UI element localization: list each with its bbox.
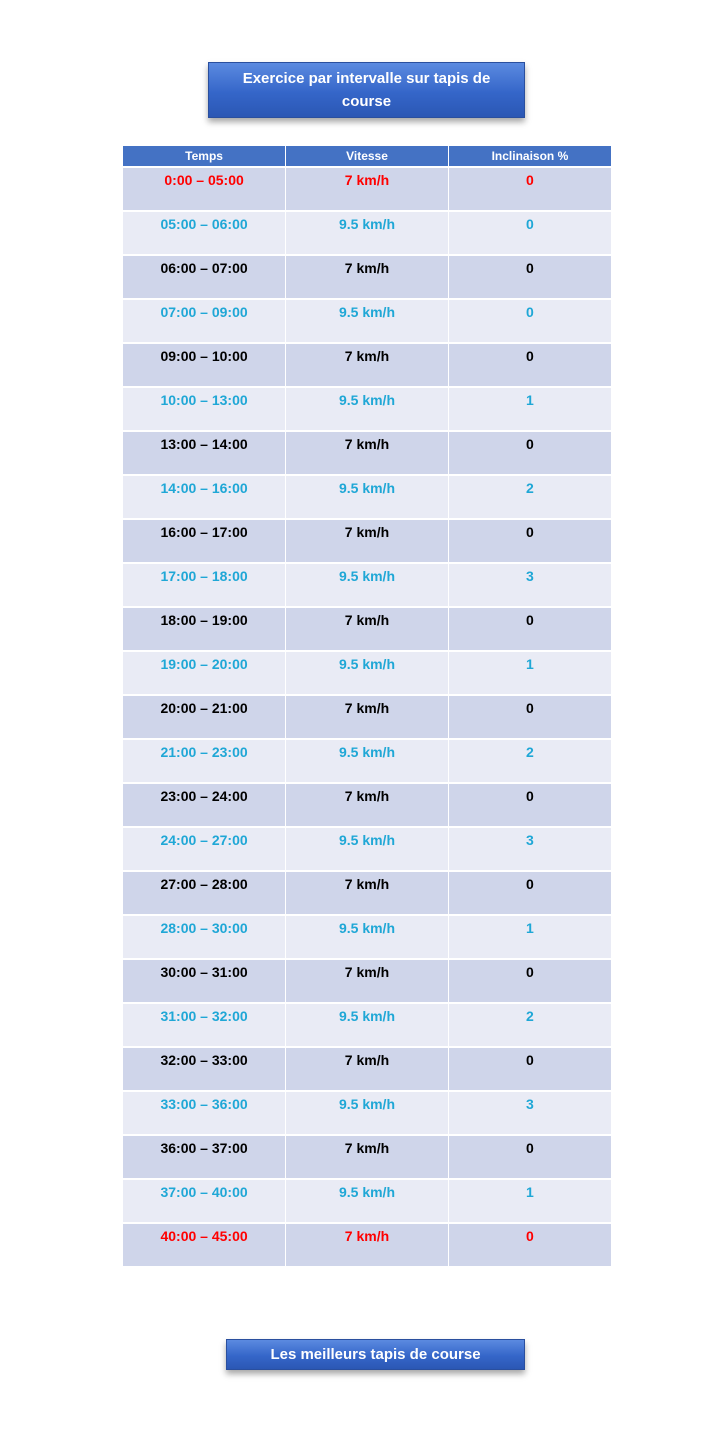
cell-vitesse: 7 km/h [286, 343, 449, 387]
cell-temps: 06:00 – 07:00 [123, 255, 286, 299]
cell-inclinaison: 0 [448, 695, 611, 739]
cell-temps: 28:00 – 30:00 [123, 915, 286, 959]
cell-inclinaison: 0 [448, 1047, 611, 1091]
cell-vitesse: 7 km/h [286, 1223, 449, 1267]
cell-vitesse: 9.5 km/h [286, 1179, 449, 1223]
cell-temps: 27:00 – 28:00 [123, 871, 286, 915]
table-row [123, 1179, 611, 1223]
cell-inclinaison: 1 [448, 651, 611, 695]
cell-vitesse: 9.5 km/h [286, 211, 449, 255]
table-row [123, 607, 611, 651]
cell-inclinaison: 0 [448, 607, 611, 651]
cell-vitesse: 9.5 km/h [286, 475, 449, 519]
cell-inclinaison: 2 [448, 1003, 611, 1047]
table-row [123, 783, 611, 827]
cell-temps: 09:00 – 10:00 [123, 343, 286, 387]
cell-vitesse: 7 km/h [286, 255, 449, 299]
table-row [123, 827, 611, 871]
cell-temps: 37:00 – 40:00 [123, 1179, 286, 1223]
cell-inclinaison: 1 [448, 915, 611, 959]
cell-temps: 19:00 – 20:00 [123, 651, 286, 695]
cell-inclinaison: 0 [448, 783, 611, 827]
table-row [123, 431, 611, 475]
table-row [123, 1091, 611, 1135]
cell-inclinaison: 0 [448, 167, 611, 211]
cell-temps: 32:00 – 33:00 [123, 1047, 286, 1091]
best-treadmills-button[interactable]: Les meilleurs tapis de course [226, 1339, 525, 1370]
table-row [123, 959, 611, 1003]
cell-inclinaison: 0 [448, 871, 611, 915]
table-row [123, 739, 611, 783]
page-title: Exercice par intervalle sur tapis de course [208, 62, 525, 118]
cell-temps: 13:00 – 14:00 [123, 431, 286, 475]
cell-inclinaison: 2 [448, 475, 611, 519]
cell-inclinaison: 0 [448, 1135, 611, 1179]
table-row [123, 651, 611, 695]
header-temps: Temps [123, 146, 286, 167]
cell-temps: 0:00 – 05:00 [123, 167, 286, 211]
cell-temps: 07:00 – 09:00 [123, 299, 286, 343]
cell-temps: 21:00 – 23:00 [123, 739, 286, 783]
table-row [123, 1003, 611, 1047]
cell-temps: 30:00 – 31:00 [123, 959, 286, 1003]
table-row [123, 167, 611, 211]
cell-temps: 16:00 – 17:00 [123, 519, 286, 563]
table-row [123, 519, 611, 563]
cell-vitesse: 9.5 km/h [286, 739, 449, 783]
cell-vitesse: 9.5 km/h [286, 827, 449, 871]
cell-temps: 33:00 – 36:00 [123, 1091, 286, 1135]
cell-vitesse: 7 km/h [286, 607, 449, 651]
table-row [123, 387, 611, 431]
table-row [123, 915, 611, 959]
cell-inclinaison: 0 [448, 343, 611, 387]
cell-inclinaison: 3 [448, 563, 611, 607]
cell-temps: 20:00 – 21:00 [123, 695, 286, 739]
cell-temps: 17:00 – 18:00 [123, 563, 286, 607]
cell-temps: 05:00 – 06:00 [123, 211, 286, 255]
cell-temps: 23:00 – 24:00 [123, 783, 286, 827]
table-header-row [123, 146, 611, 167]
cell-temps: 31:00 – 32:00 [123, 1003, 286, 1047]
cell-vitesse: 7 km/h [286, 519, 449, 563]
cell-vitesse: 7 km/h [286, 959, 449, 1003]
cell-temps: 36:00 – 37:00 [123, 1135, 286, 1179]
table-row [123, 1047, 611, 1091]
cell-inclinaison: 1 [448, 387, 611, 431]
cell-vitesse: 7 km/h [286, 167, 449, 211]
table-body [123, 167, 611, 1267]
cell-vitesse: 7 km/h [286, 695, 449, 739]
cell-temps: 18:00 – 19:00 [123, 607, 286, 651]
cell-temps: 40:00 – 45:00 [123, 1223, 286, 1267]
table-row [123, 1223, 611, 1267]
cell-temps: 14:00 – 16:00 [123, 475, 286, 519]
table-row [123, 343, 611, 387]
cell-vitesse: 9.5 km/h [286, 1091, 449, 1135]
cell-inclinaison: 0 [448, 1223, 611, 1267]
cell-inclinaison: 0 [448, 211, 611, 255]
cell-vitesse: 9.5 km/h [286, 387, 449, 431]
cell-vitesse: 7 km/h [286, 431, 449, 475]
cell-inclinaison: 1 [448, 1179, 611, 1223]
interval-table [123, 146, 611, 1268]
cell-vitesse: 9.5 km/h [286, 915, 449, 959]
cell-vitesse: 7 km/h [286, 783, 449, 827]
cell-temps: 24:00 – 27:00 [123, 827, 286, 871]
cell-vitesse: 7 km/h [286, 1135, 449, 1179]
table-row [123, 871, 611, 915]
cell-inclinaison: 0 [448, 959, 611, 1003]
cell-inclinaison: 0 [448, 255, 611, 299]
cell-vitesse: 9.5 km/h [286, 563, 449, 607]
cell-vitesse: 7 km/h [286, 1047, 449, 1091]
cell-vitesse: 9.5 km/h [286, 1003, 449, 1047]
cell-inclinaison: 3 [448, 1091, 611, 1135]
table-row [123, 563, 611, 607]
table-row [123, 475, 611, 519]
header-vitesse: Vitesse [286, 146, 449, 167]
cell-inclinaison: 2 [448, 739, 611, 783]
table-row [123, 211, 611, 255]
table-row [123, 1135, 611, 1179]
cell-inclinaison: 0 [448, 431, 611, 475]
cell-temps: 10:00 – 13:00 [123, 387, 286, 431]
cell-inclinaison: 0 [448, 519, 611, 563]
header-inclinaison: Inclinaison % [448, 146, 611, 167]
table-row [123, 255, 611, 299]
table-row [123, 695, 611, 739]
cell-vitesse: 9.5 km/h [286, 651, 449, 695]
cell-vitesse: 9.5 km/h [286, 299, 449, 343]
table-row [123, 299, 611, 343]
cell-inclinaison: 3 [448, 827, 611, 871]
cell-vitesse: 7 km/h [286, 871, 449, 915]
cell-inclinaison: 0 [448, 299, 611, 343]
